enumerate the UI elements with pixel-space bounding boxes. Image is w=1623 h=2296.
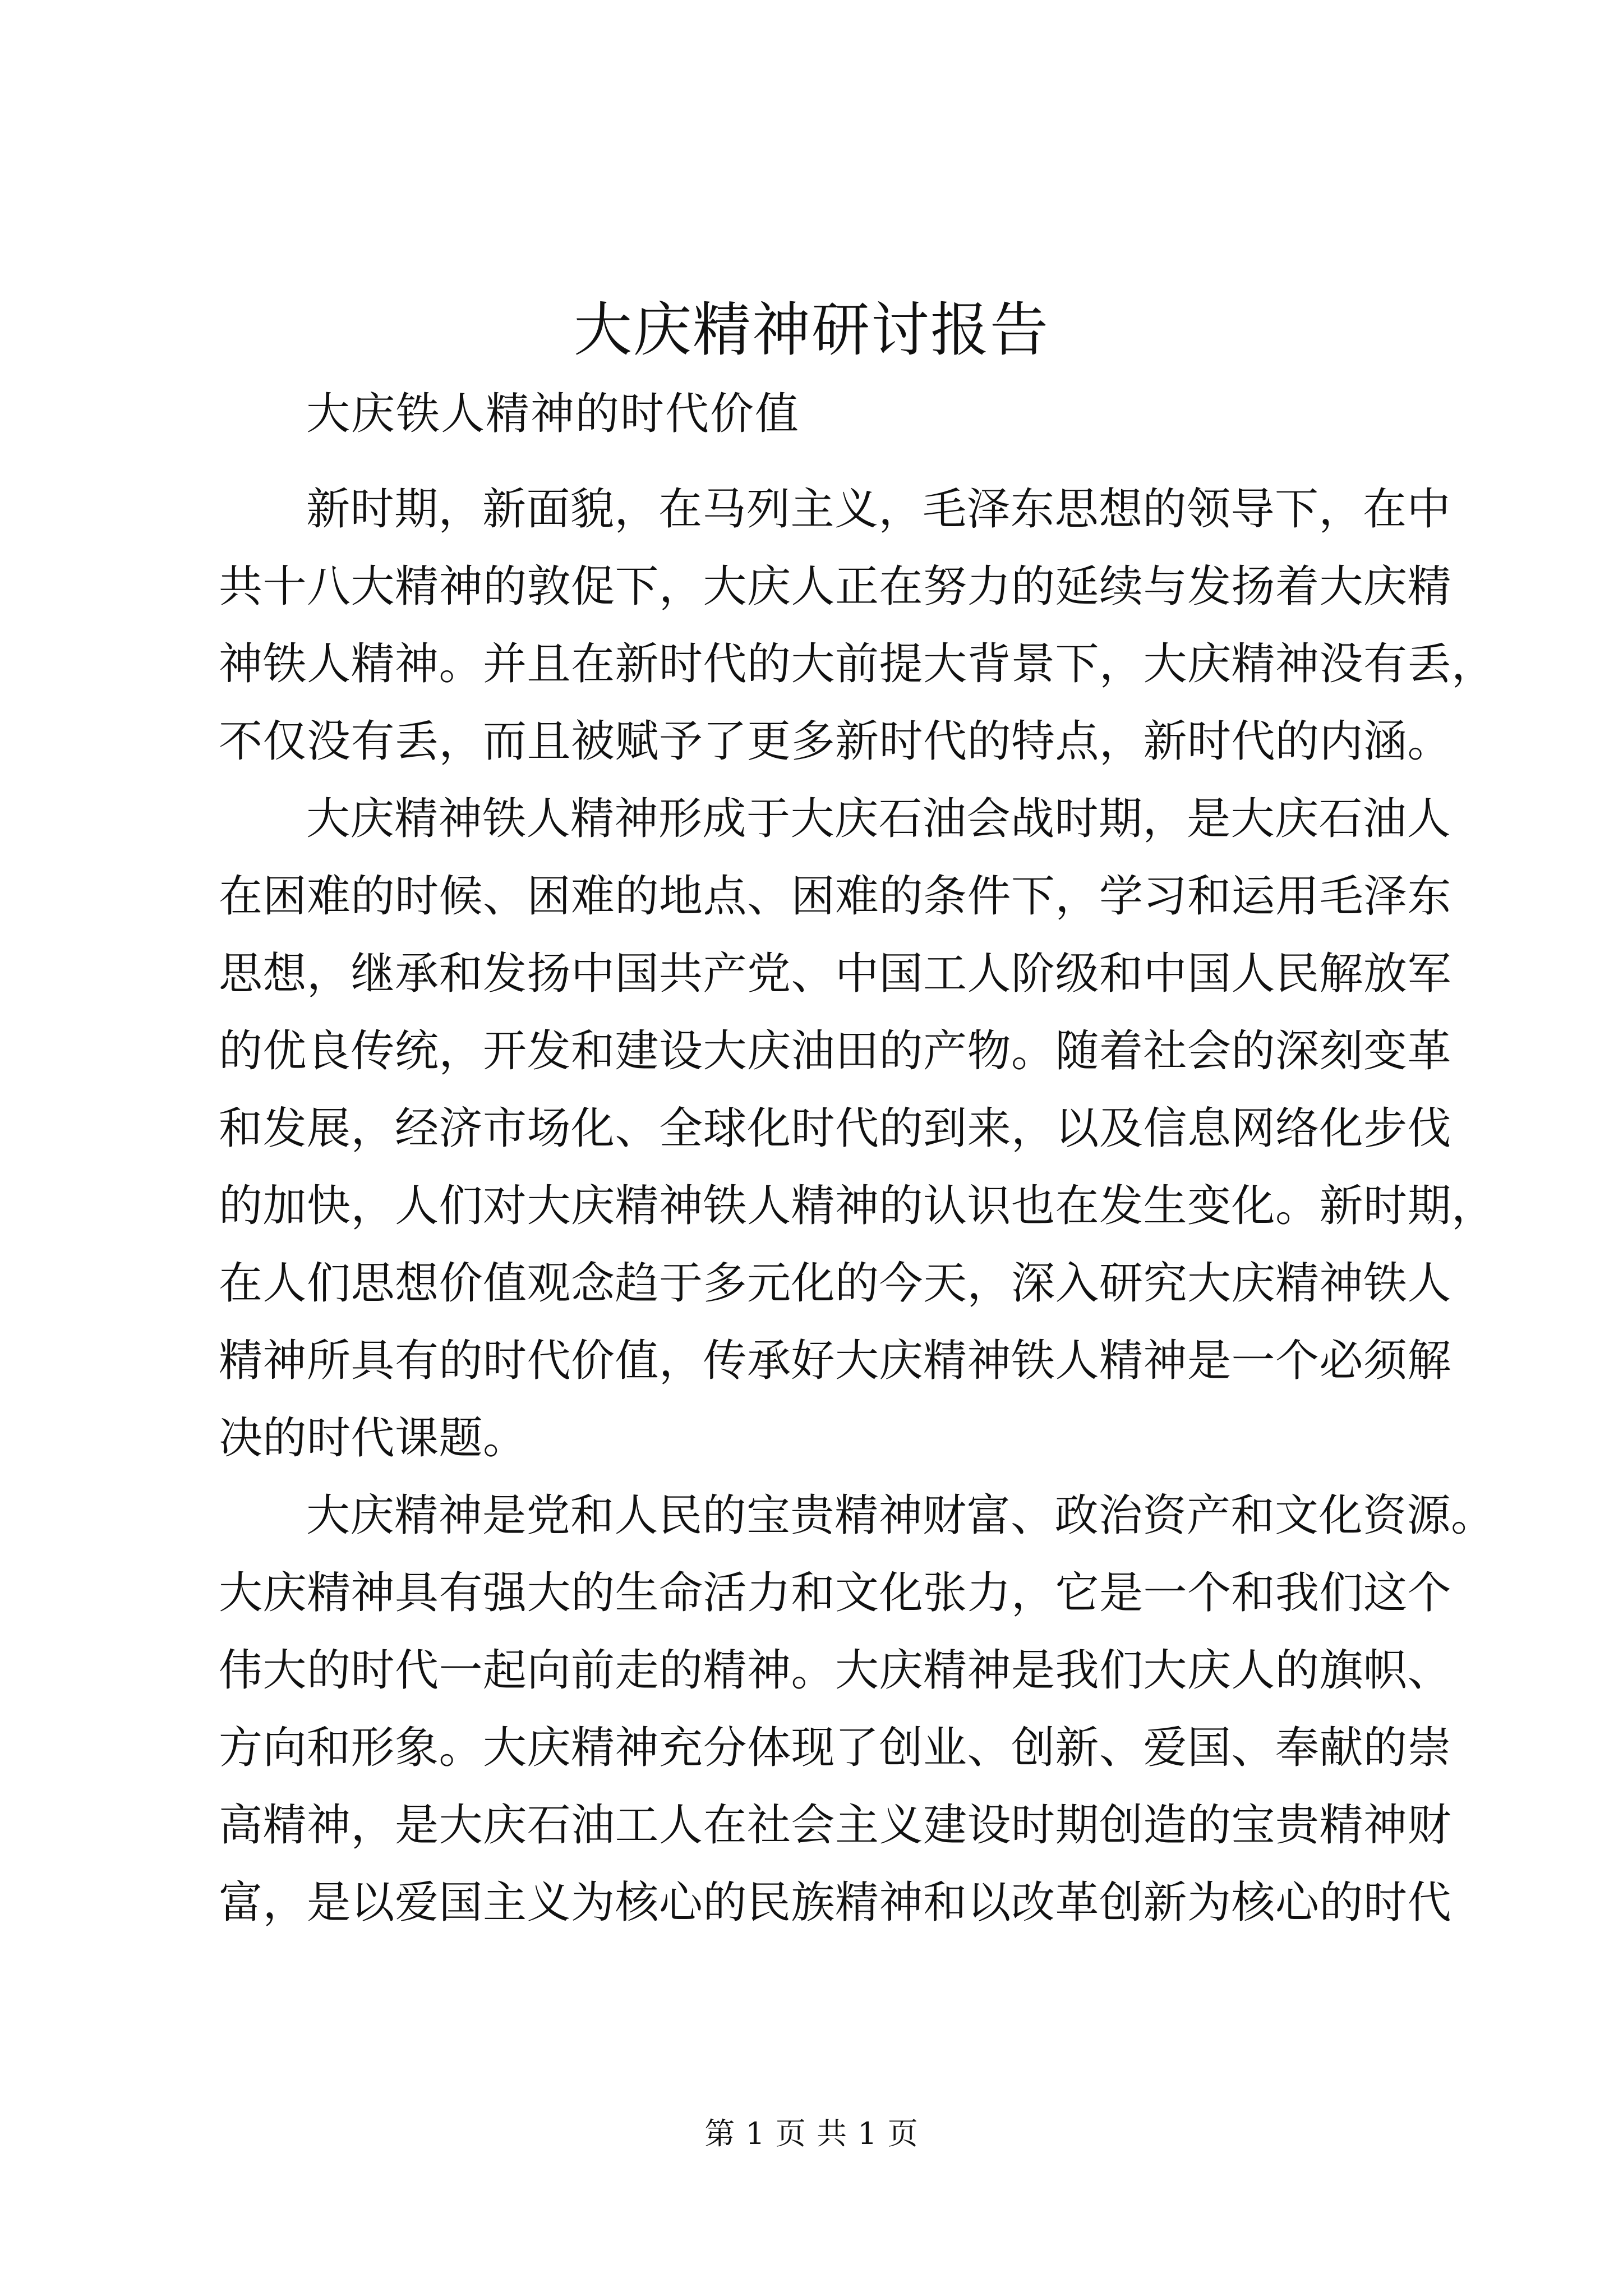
body-line: 神铁人精神。并且在新时代的大前提大背景下，大庆精神没有丢， xyxy=(219,639,1496,689)
body-line: 在人们思想价值观念趋于多元化的今天，深入研究大庆精神铁人 xyxy=(219,1258,1452,1309)
body-line: 的优良传统，开发和建设大庆油田的产物。随着社会的深刻变革 xyxy=(219,1026,1452,1076)
body-line: 富，是以爱国主义为核心的民族精神和以改革创新为核心的时代 xyxy=(219,1878,1452,1928)
page-footer: 第 1 页 共 1 页 xyxy=(704,2116,919,2151)
body-line: 方向和形象。大庆精神充分体现了创业、创新、爱国、奉献的崇 xyxy=(219,1723,1452,1773)
body-line: 新时期，新面貌，在马列主义，毛泽东思想的领导下，在中 xyxy=(306,484,1451,535)
body-line: 伟大的时代一起向前走的精神。大庆精神是我们大庆人的旗帜、 xyxy=(219,1645,1452,1696)
body-line: 精神所具有的时代价值，传承好大庆精神铁人精神是一个必须解 xyxy=(219,1336,1452,1386)
document-subtitle: 大庆铁人精神的时代价值 xyxy=(306,389,800,439)
body-line: 思想，继承和发扬中国共产党、中国工人阶级和中国人民解放军 xyxy=(219,949,1452,999)
body-line: 共十八大精神的敦促下，大庆人正在努力的延续与发扬着大庆精 xyxy=(219,562,1452,612)
body-line: 大庆精神具有强大的生命活力和文化张力，它是一个和我们这个 xyxy=(219,1568,1452,1618)
body-line: 大庆精神铁人精神形成于大庆石油会战时期，是大庆石油人 xyxy=(306,794,1451,844)
document-title: 大庆精神研讨报告 xyxy=(573,296,1049,364)
body-line: 在困难的时候、困难的地点、困难的条件下，学习和运用毛泽东 xyxy=(219,871,1452,922)
body-line: 大庆精神是党和人民的宝贵精神财富、政治资产和文化资源。 xyxy=(306,1490,1495,1541)
body-line: 决的时代课题。 xyxy=(219,1413,527,1464)
body-line: 和发展，经济市场化、全球化时代的到来，以及信息网络化步伐 xyxy=(219,1103,1452,1154)
body-line: 不仅没有丢，而且被赋予了更多新时代的特点，新时代的内涵。 xyxy=(219,716,1452,767)
body-line: 的加快，人们对大庆精神铁人精神的认识也在发生变化。新时期， xyxy=(219,1181,1496,1231)
body-line: 高精神，是大庆石油工人在社会主义建设时期创造的宝贵精神财 xyxy=(219,1800,1452,1851)
